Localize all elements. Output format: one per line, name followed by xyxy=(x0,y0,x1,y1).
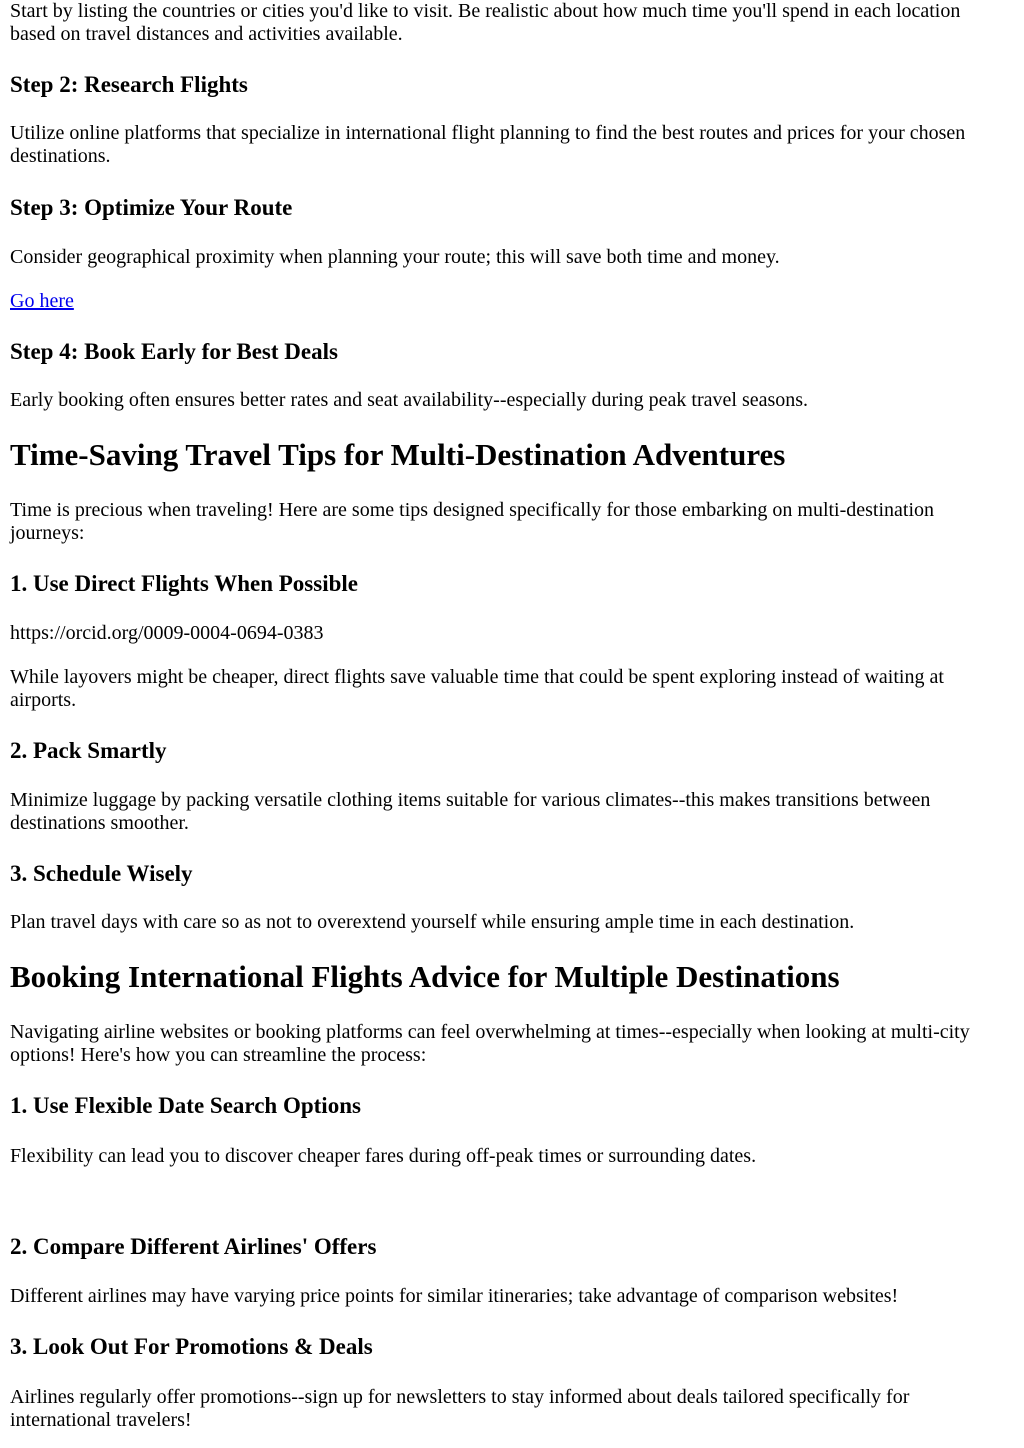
step4-heading: Step 4: Book Early for Best Deals xyxy=(10,339,338,364)
go-here-link[interactable]: Go here xyxy=(10,290,74,312)
schedule-wisely-paragraph: Plan travel days with care so as not to overextend yourself while ensuring ample time in each destination. xyxy=(10,911,855,933)
time-saving-section-heading: Time-Saving Travel Tips for Multi-Destination Adventures xyxy=(10,437,786,472)
pack-smartly-heading: 2. Pack Smartly xyxy=(10,738,167,763)
compare-airlines-paragraph: Different airlines may have varying price points for similar itineraries; take advantage of comparison websites! xyxy=(10,1285,899,1307)
promotions-heading: 3. Look Out For Promotions & Deals xyxy=(10,1334,373,1359)
direct-flights-heading: 1. Use Direct Flights When Possible xyxy=(10,571,358,596)
step3-paragraph: Consider geographical proximity when planning your route; this will save both time and money. xyxy=(10,246,780,268)
step4-paragraph: Early booking often ensures better rates and seat availability--especially during peak travel seasons. xyxy=(10,389,809,411)
booking-intro-paragraph: Navigating airline websites or booking platforms can feel overwhelming at times--especially when looking at multi-city options! Here's how you can streamline the process: xyxy=(10,1021,970,1066)
step3-heading: Step 3: Optimize Your Route xyxy=(10,195,293,220)
intro-paragraph: Start by listing the countries or cities you'd like to visit. Be realistic about how much time you'll spend in each location based on travel distances and activities available. xyxy=(10,0,961,45)
flexible-dates-heading: 1. Use Flexible Date Search Options xyxy=(10,1093,361,1118)
orcid-text: https://orcid.org/0009-0004-0694-0383 xyxy=(10,622,324,644)
step2-heading: Step 2: Research Flights xyxy=(10,72,248,97)
promotions-paragraph: Airlines regularly offer promotions--sign up for newsletters to stay informed about deals tailored specifically for international travelers! xyxy=(10,1386,910,1431)
flexible-dates-paragraph: Flexibility can lead you to discover cheaper fares during off-peak times or surrounding dates. xyxy=(10,1145,757,1167)
compare-airlines-heading: 2. Compare Different Airlines' Offers xyxy=(10,1234,377,1259)
pack-smartly-paragraph: Minimize luggage by packing versatile clothing items suitable for various climates--this makes transitions between destinations smoother. xyxy=(10,789,931,834)
schedule-wisely-heading: 3. Schedule Wisely xyxy=(10,861,193,886)
time-saving-intro-paragraph: Time is precious when traveling! Here are some tips designed specifically for those embarking on multi-destination journeys: xyxy=(10,499,935,544)
booking-section-heading: Booking International Flights Advice for Multiple Destinations xyxy=(10,959,840,994)
step2-paragraph: Utilize online platforms that specialize in international flight planning to find the best routes and prices for your chosen destinations. xyxy=(10,122,966,167)
direct-flights-paragraph: While layovers might be cheaper, direct flights save valuable time that could be spent exploring instead of waiting at airports. xyxy=(10,666,944,711)
